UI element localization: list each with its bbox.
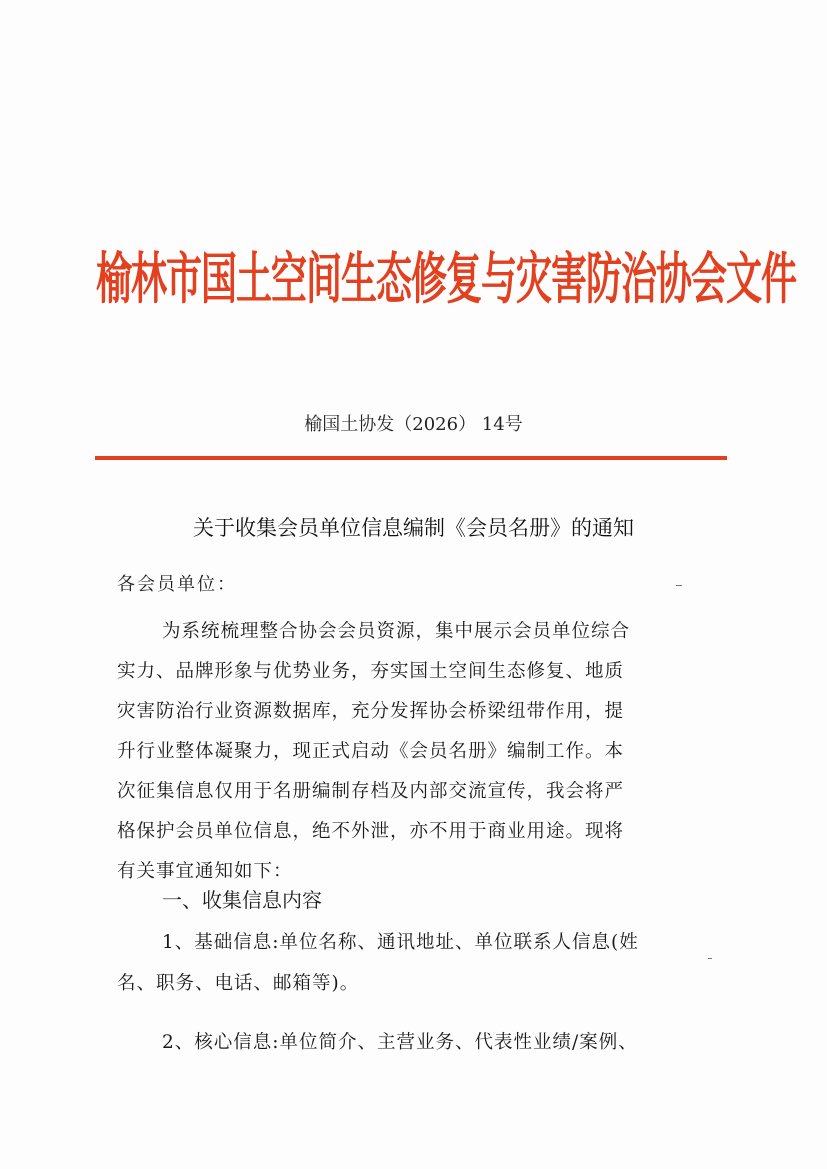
intro-line: 有关事宜通知如下： <box>117 861 293 882</box>
intro-line: 实力、品牌形象与优势业务，夯实国土空间生态修复、地质 <box>117 661 625 682</box>
masthead-title: 榆林市国土空间生态修复与灾害防治协会文件 <box>96 248 797 312</box>
section-items <box>117 922 717 1063</box>
scan-speck <box>676 585 682 586</box>
intro-line: 灾害防治行业资源数据库，充分发挥协会桥梁纽带作用，提 <box>117 701 625 722</box>
intro-line: 升行业整体凝聚力，现正式启动《会员名册》编制工作。本 <box>117 741 625 762</box>
item-1-line: 1、基础信息:单位名称、通讯地址、单位联系人信息(姓 <box>162 932 639 953</box>
intro-paragraph <box>117 612 717 892</box>
item-spacer <box>117 1004 717 1022</box>
red-divider-line <box>95 456 727 460</box>
document-number: 榆国土协发（2026） 14号 <box>304 414 523 435</box>
item-2-line: 2、核心信息:单位简介、主营业务、代表性业绩/案例、 <box>162 1032 638 1053</box>
section-heading: 一、收集信息内容 <box>162 888 322 912</box>
salutation: 各会员单位： <box>117 574 237 595</box>
intro-line: 格保护会员单位信息，绝不外泄，亦不用于商业用途。现将 <box>117 821 625 842</box>
scan-speck <box>708 958 712 959</box>
intro-line: 为系统梳理整合协会会员资源，集中展示会员单位综合 <box>162 621 631 642</box>
item-1-line: 名、职务、电话、邮箱等)。 <box>117 973 360 994</box>
notice-title: 关于收集会员单位信息编制《会员名册》的通知 <box>193 516 634 540</box>
intro-line: 次征集信息仅用于名册编制存档及内部交流宣传，我会将严 <box>117 781 625 802</box>
